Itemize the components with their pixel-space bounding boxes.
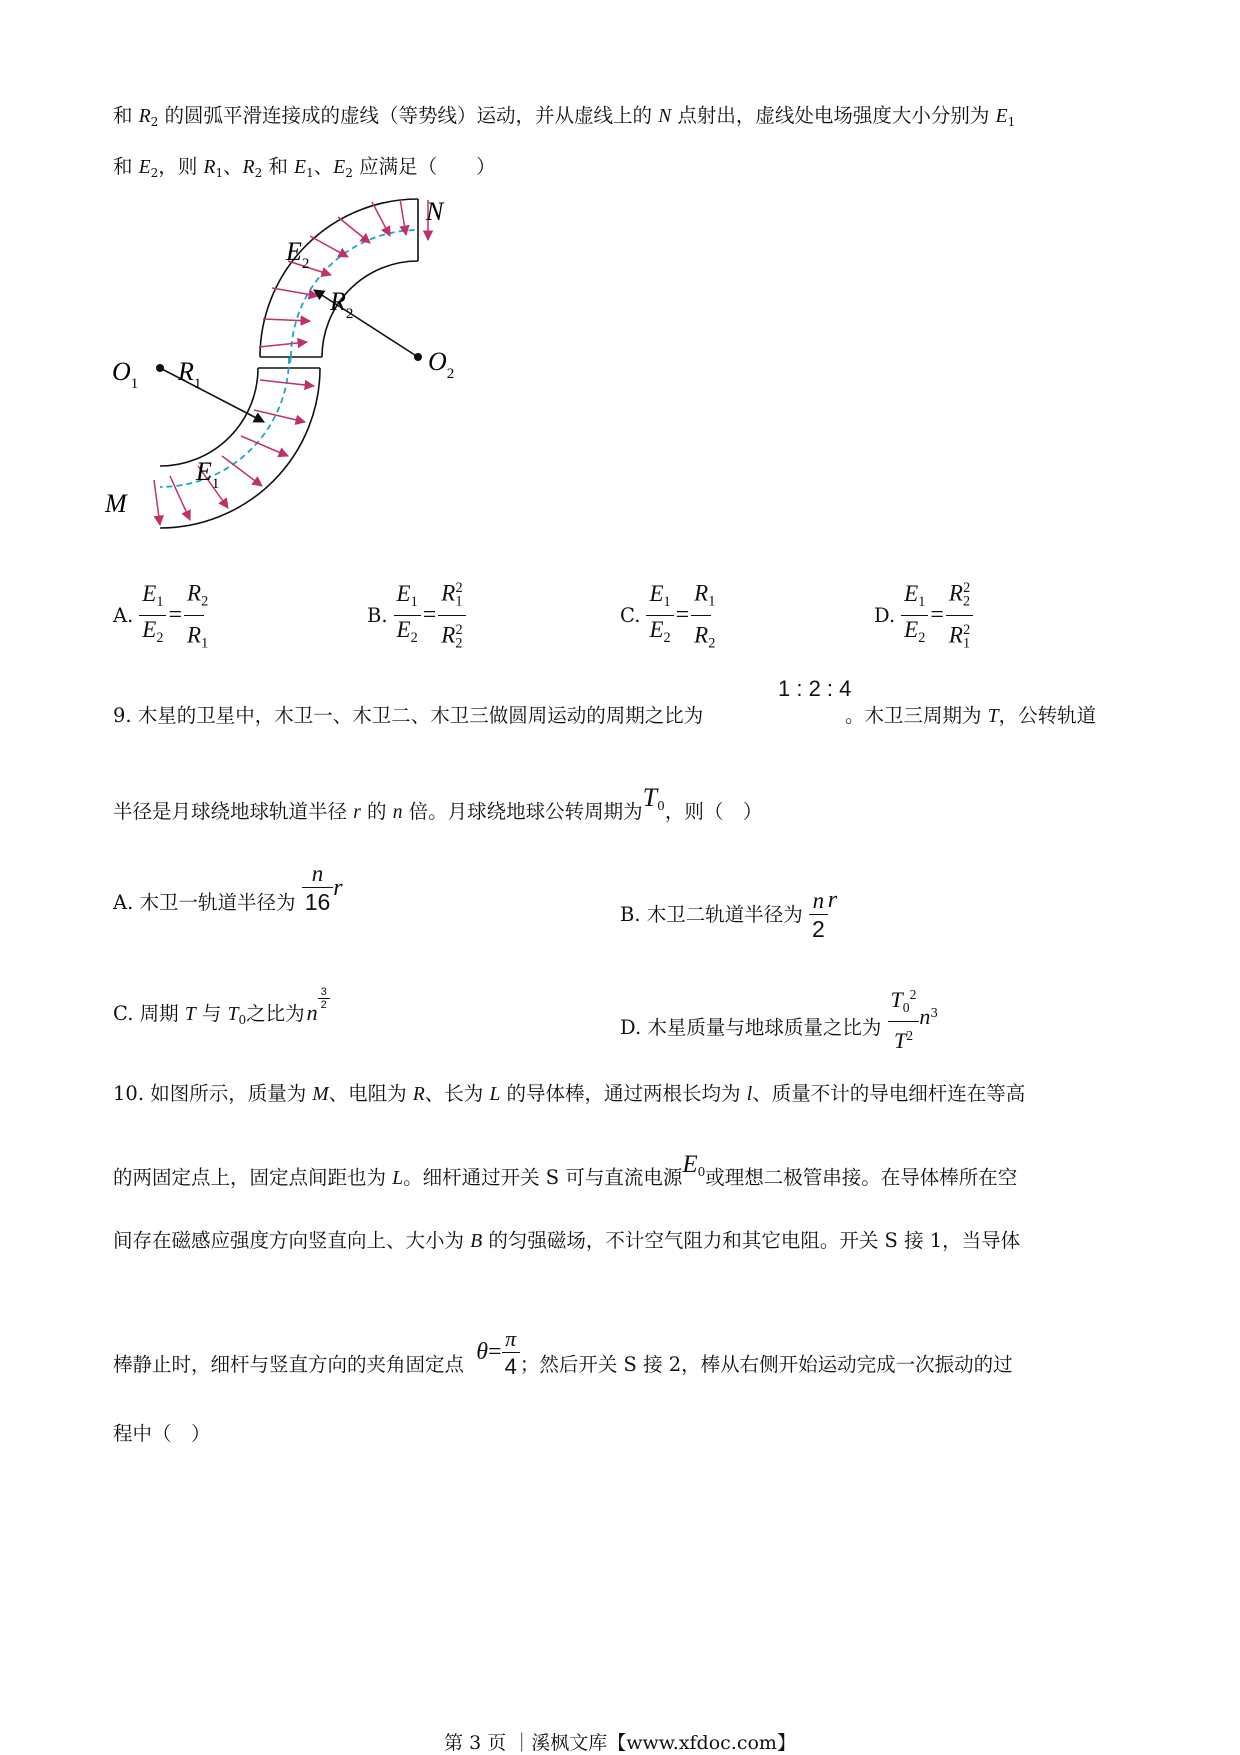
svg-text:R2: $R_2$	[330, 287, 354, 322]
svg-text:M: M	[105, 489, 127, 518]
point-O2	[414, 353, 422, 361]
equipotential-dashed-line	[291, 230, 418, 357]
q9-option-a[interactable]: A. 木卫一轨道半径为 $\frac{n}{16}$ r	[113, 861, 343, 915]
point-O1	[156, 364, 164, 372]
q8-line-2: 和 $E_2$，则 $R_1$、$R_2$ 和 $E_1$、$E_2$ 应满足（ ）	[113, 155, 496, 181]
q9-line-2: 半径是月球绕地球轨道半径 r 的 n 倍。月球绕地球公转周期为$T^0$，则（ ）	[113, 783, 763, 823]
q10-line-2: 的两固定点上，固定点间距也为 L。细杆通过开关 S 可与直流电源$E^0$或理想二极管串接。在导体棒所在空	[113, 1151, 1018, 1189]
q8-option-a[interactable]: A. $\frac{E_1}{E_2}$ = $\frac{R_2}{R_1}$	[113, 575, 204, 657]
q8-option-c[interactable]: C. $\frac{E_1}{E_2}$ = $\frac{R_1}{R_2}$	[620, 575, 711, 657]
field-arrows-lower	[154, 380, 314, 525]
svg-text:E1: $E_1$	[196, 457, 220, 492]
svg-text:R1: $R_1$	[178, 357, 202, 392]
q10-line-1: 10. 如图所示，质量为 M、电阻为 R、长为 L 的导体棒，通过两根长均为 l、质量不计的导电细杆连在等高	[113, 1082, 1026, 1105]
q9-option-b[interactable]: B. 木卫二轨道半径为 $\frac{n}{2}$ r	[620, 887, 838, 942]
q9-option-d[interactable]: D. 木星质量与地球质量之比为 $\frac{T_0^2}{T^2}$ $n^3$	[620, 992, 938, 1065]
page-footer: 第 3 页 ｜溪枫文库【www.xfdoc.com】	[444, 1732, 796, 1754]
svg-text:O2: $O_2$	[428, 347, 455, 382]
q9-option-c[interactable]: C. 周期 T 与 $T_0$之比为n $\frac{3}{2}$	[113, 999, 330, 1034]
q10-line-5: 程中（ ）	[113, 1422, 211, 1445]
svg-text:O1: $O_1$	[112, 357, 139, 392]
svg-text:N: N	[426, 197, 444, 226]
radius-R1-arrow	[160, 368, 264, 422]
q8-line-1: 和 $R_2$ 的圆弧平滑连接成的虚线（等势线）运动，并从虚线上的 N 点射出，虚线处电场强度大小分别为 $E_1$	[113, 104, 1016, 130]
q8-option-d[interactable]: D. $\frac{E_1}{E_2}$ = $\frac{R_2^2}{R_1^2}$	[874, 575, 973, 657]
q8-figure	[105, 190, 490, 530]
q10-line-4: 棒静止时，细杆与竖直方向的夹角固定点 θ= $\frac{\pi}{4}$ ；然后开关 S 接 2，棒从右侧开始运动完成一次振动的过	[113, 1326, 1013, 1379]
q9-line-1b: 。木卫三周期为 T，公转轨道	[845, 704, 1097, 727]
upper-arc-band	[260, 199, 418, 357]
q9-ratio: 1 : 2 : 4	[778, 676, 852, 701]
lower-arc-band	[160, 368, 320, 528]
q9-line-1: 9. 木星的卫星中，木卫一、木卫二、木卫三做圆周运动的周期之比为	[113, 704, 704, 727]
q10-line-3: 间存在磁感应强度方向竖直向上、大小为 B 的匀强磁场，不计空气阻力和其它电阻。开关 S 接 1，当导体	[113, 1229, 1021, 1252]
svg-text:E2: $E_2$	[286, 237, 310, 272]
q8-option-b[interactable]: B. $\frac{E_1}{E_2}$ = $\frac{R_1^2}{R_2^2}$	[367, 575, 466, 657]
